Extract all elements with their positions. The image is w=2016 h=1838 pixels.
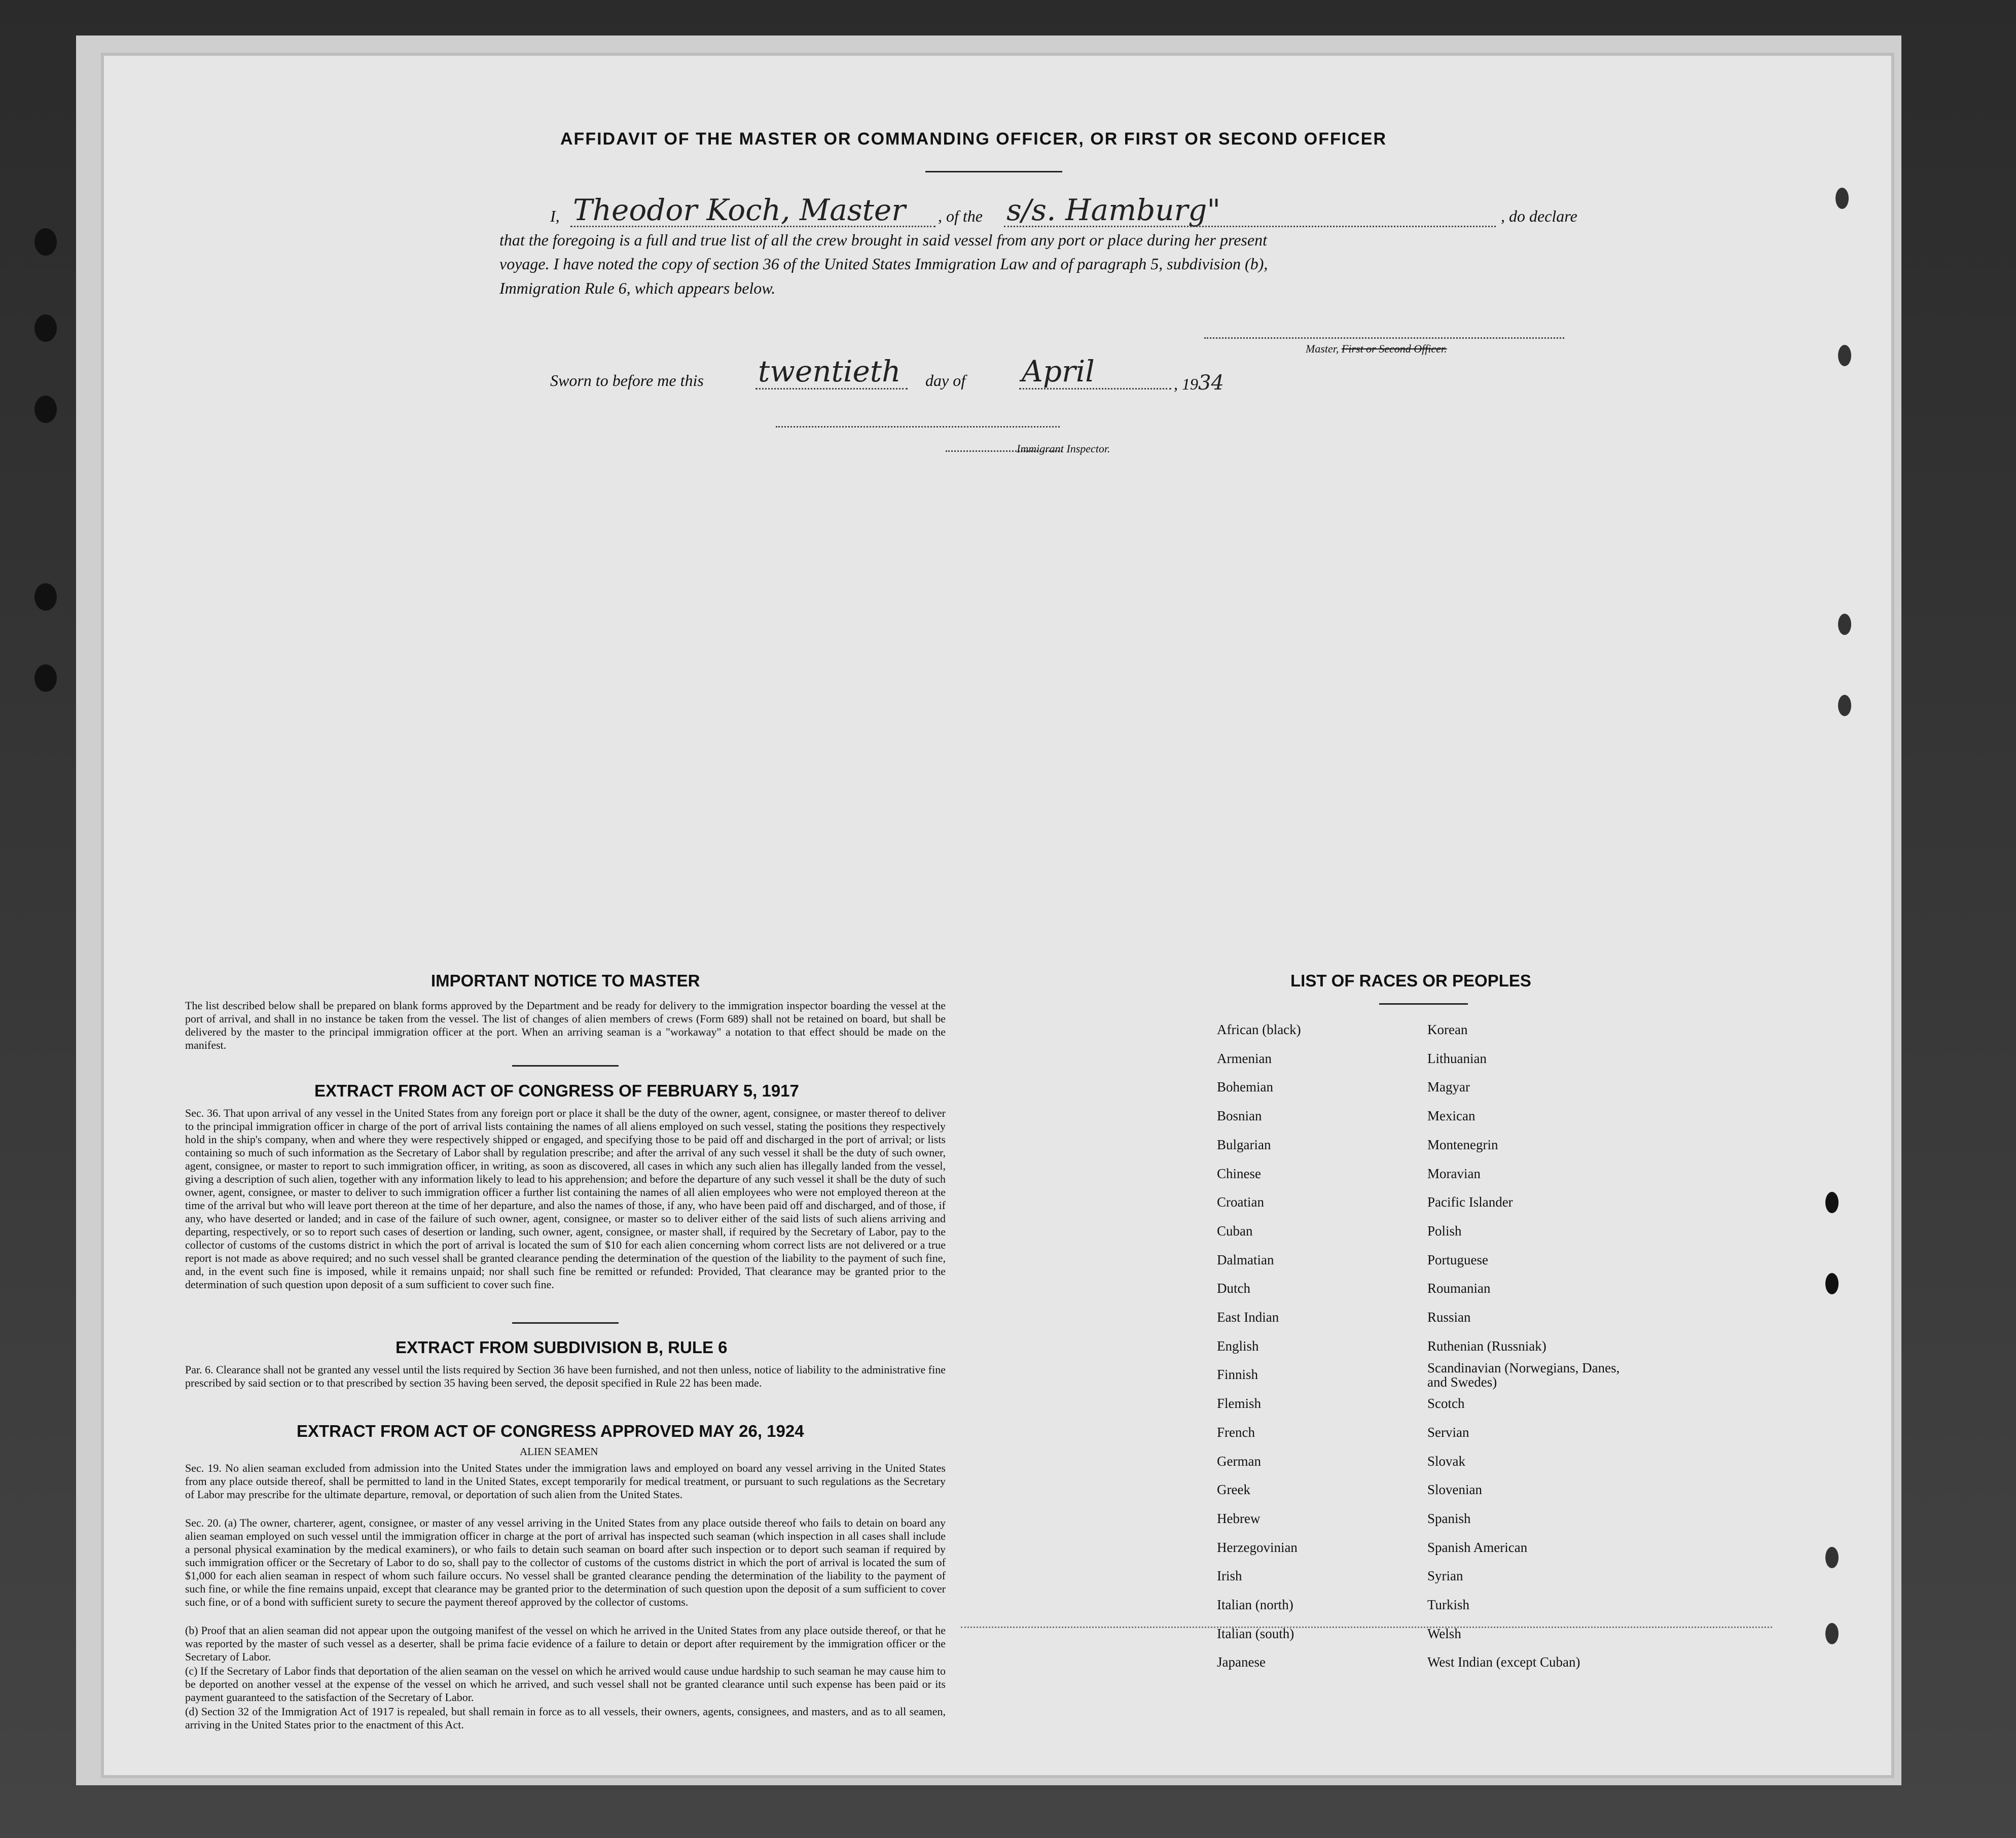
extract-1924-subheading: ALIEN SEAMEN (520, 1445, 598, 1458)
binder-clip (1838, 614, 1851, 635)
races-heading: LIST OF RACES OR PEOPLES (1290, 971, 1531, 990)
rule6-body: Par. 6. Clearance shall not be granted any vessel until the lists required by Section 36 have been furnished, and not then unless, notice of liability to the administrative fine prescribed by said section or to that prescribed by section 35 having been served, the deposit specified in Rule 22 has been made. (185, 1363, 946, 1389)
day-of-label: day of (925, 371, 966, 390)
vessel-name: s/s. Hamburg" (1006, 193, 1221, 227)
race-item: Cuban (1217, 1223, 1253, 1239)
binder-clip (1835, 188, 1849, 209)
race-item: Scotch (1427, 1396, 1465, 1411)
binder-clip (1838, 695, 1851, 716)
race-item: Herzegovinian (1217, 1539, 1298, 1555)
extract-1917-heading: EXTRACT FROM ACT OF CONGRESS OF FEBRUARY 5, 1917 (314, 1081, 799, 1100)
race-item: Bulgarian (1217, 1137, 1271, 1152)
race-item: Hebrew (1217, 1510, 1261, 1526)
race-item: Slovenian (1427, 1482, 1482, 1498)
race-item: German (1217, 1453, 1261, 1469)
race-item: Pacific Islander (1427, 1194, 1513, 1210)
master-signature-line (1204, 337, 1564, 339)
binder-hole (34, 228, 57, 256)
race-item: Spanish American (1427, 1539, 1528, 1555)
binder-hole (34, 583, 57, 611)
sec20c-body: (c) If the Secretary of Labor finds that deportation of the alien seaman on the vessel on which he arrived would cause undue hardship to such seaman he may cause him to be deported on another vessel at the expense of the vessel on which he arrived, and such vessel shall not be granted clearance until such expense has been paid or its payment guaranteed to the satisfaction of the Secretary of Labor. (185, 1665, 946, 1704)
sworn-label: Sworn to before me this (550, 371, 704, 390)
binder-hole (34, 664, 57, 692)
race-item: Servian (1427, 1424, 1469, 1440)
race-item: Armenian (1217, 1050, 1272, 1066)
year-label: , 1934 (1174, 371, 1224, 395)
race-item: Russian (1427, 1310, 1471, 1325)
of-the-label: , of the (938, 207, 983, 225)
race-item: Mexican (1427, 1108, 1475, 1124)
heading-rule (925, 171, 1062, 172)
race-item: Flemish (1217, 1396, 1262, 1411)
master-signature-caption: Master, First or Second Officer. (1306, 342, 1447, 355)
sec20d-body: (d) Section 32 of the Immigration Act of 1917 is repealed, but shall remain in force as to all vessels, their owners, agents, consignees, and masters, and as to all seamen, arriving in the United States prior to the enactment of this Act. (185, 1705, 946, 1731)
race-item: Lithuanian (1427, 1050, 1487, 1066)
race-item: Japanese (1217, 1654, 1266, 1670)
race-item: Roumanian (1427, 1281, 1491, 1296)
race-item: Italian (north) (1217, 1597, 1293, 1612)
binder-clip (1838, 345, 1851, 366)
race-item: Chinese (1217, 1165, 1261, 1181)
race-item: Bosnian (1217, 1108, 1262, 1124)
binder-clip (1825, 1192, 1839, 1213)
inspector-caption: Immigrant Inspector. (1017, 442, 1110, 455)
race-item: Slovak (1427, 1453, 1466, 1469)
binder-hole (34, 314, 57, 342)
race-item: Portuguese (1427, 1252, 1488, 1267)
race-item: English (1217, 1338, 1259, 1354)
race-item: Polish (1427, 1223, 1462, 1239)
race-item: Croatian (1217, 1194, 1264, 1210)
race-item: Bohemian (1217, 1079, 1273, 1095)
do-declare-label: , do declare (1501, 207, 1577, 225)
race-item: Greek (1217, 1482, 1250, 1498)
race-item: African (black) (1217, 1022, 1301, 1037)
vessel-line (1004, 226, 1496, 227)
master-name: Theodor Koch, Master (573, 193, 906, 227)
notice-body: The list described below shall be prepared on blank forms approved by the Department and be ready for delivery to the immigration inspector boarding the vessel at the port of arrival, and shall in no instance be taken from the vessel. The list of changes of alien members of crews (Form 689) shall not be retained on board, but shall be delivered by the master to the principal immigration officer at the port. When an arriving seaman is a "workaway" a notation to that effect should be made on the manifest. (185, 999, 946, 1051)
sworn-month-line (1019, 388, 1171, 390)
sworn-day-line (755, 388, 908, 390)
section-rule (512, 1322, 619, 1324)
affidavit-line-2: that the foregoing is a full and true list of all the crew brought in said vessel from any port or place during her present (499, 231, 1267, 249)
binder-clip (1825, 1273, 1839, 1294)
sec20b-body: (b) Proof that an alien seaman did not appear upon the outgoing manifest of the vessel on which he arrived in the United States from any place outside thereof, or that he was reported by the master of such vessel as a deserter, shall be prima facie evidence of a failure to detain or deport after requirement by the immigration officer or the Secretary of Labor. (185, 1624, 946, 1663)
race-item: Italian (south) (1217, 1625, 1294, 1641)
race-item: Montenegrin (1427, 1137, 1498, 1152)
race-item: Syrian (1427, 1568, 1463, 1584)
race-item: Scandinavian (Norwegians, Danes, and Swedes) (1427, 1360, 1620, 1390)
master-name-line (570, 226, 935, 227)
race-item: West Indian (except Cuban) (1427, 1654, 1580, 1670)
rule6-heading: EXTRACT FROM SUBDIVISION B, RULE 6 (395, 1338, 728, 1357)
binder-clip (1825, 1547, 1839, 1568)
race-item: Dutch (1217, 1281, 1250, 1296)
affidavit-line-4: Immigration Rule 6, which appears below. (499, 279, 776, 297)
race-item: Finnish (1217, 1367, 1258, 1383)
sec19-body: Sec. 19. No alien seaman excluded from admission into the United States under the immigration laws and employed on board any vessel arriving in the United States from any place outside thereof, shall be permitted to land in the United States, except temporarily for medical treatment, or pursuant to such regulations as the Secretary of Labor may prescribe for the ultimate departure, removal, or deportation of such alien from the United States. (185, 1462, 946, 1501)
notice-heading: IMPORTANT NOTICE TO MASTER (431, 971, 700, 990)
extract-1917-body: Sec. 36. That upon arrival of any vessel in the United States from any foreign port or place it shall be the duty of the owner, agent, consignee, or master thereof to deliver to the principal immigration officer in charge of the port of arrival lists containing the names of all aliens employed on such vessel, stating the positions they respectively hold in the ship's company, when and where they were respectively shipped or engaged, and specifying those to be paid off and discharged in the port of arrival; or lists containing so much of such information as the Secretary of Labor shall by regulation prescribe; and after the arrival of any such vessel it shall be the duty of such owner, agent, consignee, or master to report to such immigration officer, in writing, as soon as discovered, all cases in which any such alien has illegally landed from the vessel, giving a description of such alien, together with any information likely to lead to his apprehension; and before the departure of any such vessel it shall be the duty of such owner, agent, consignee, or master to deliver to such immigration officer a further list containing the names of all alien employees who were not employed thereon at the time of the arrival but who will leave port thereon at the time of her departure, and also the names of those, if any, who have been paid off and discharged, and of those, if any, who have deserted or landed; and in case of the failure of such owner, agent, consignee, or master so to deliver either of the said lists of such aliens arriving and departing, respectively, or so to report such cases of desertion or landing, such owner, agent, consignee, or master shall, if required by the Secretary of Labor, pay to the collector of customs of the customs district in which the port of arrival is located the sum of $10 for each alien concerning whom correct lists are not delivered or a true report is not made as above required; and no such vessel shall be granted clearance pending the determination of the question of the liability to the payment of such fine, and, in the event such fine is imposed, while it remains unpaid; nor shall such fine be remitted or refunded: Provided, That clearance may be granted prior to the determination of such question upon deposit of a sum sufficient to cover such fine. (185, 1107, 946, 1291)
inspector-signature-line (776, 426, 1060, 428)
sec20a-body: Sec. 20. (a) The owner, charterer, agent, consignee, or master of any vessel arriving in the United States from any place outside thereof who fails to detain on board any alien seaman employed on such vessel until the immigration officer in charge at the port of arrival has inspected such seaman (which inspection in all cases shall include a personal physical examination by the medical examiners), or who fails to detain such seaman on board after such inspection or to deport such seaman if required by such immigration officer or the Secretary of Labor to do so, shall pay to the collector of customs of the customs district in which the port of arrival is located the sum of $1,000 for each alien seaman in respect of whom such failure occurs. No vessel shall be granted clearance pending the determination of the liability to the payment of such fine, or while the fine remains unpaid, except that clearance may be granted prior to the determination of such question upon the deposit of a sum sufficient to cover such fine, or of a bond with sufficient surety to secure the payment thereof approved by the collector of customs. (185, 1516, 946, 1608)
race-item: Welsh (1427, 1625, 1461, 1641)
race-item: Spanish (1427, 1510, 1471, 1526)
race-item: Magyar (1427, 1079, 1470, 1095)
binder-clip (1825, 1623, 1839, 1644)
sworn-day: twentieth (758, 354, 901, 388)
race-item: French (1217, 1424, 1255, 1440)
binder-hole (34, 396, 57, 423)
affidavit-heading: AFFIDAVIT OF THE MASTER OR COMMANDING OFFICER, OR FIRST OR SECOND OFFICER (560, 129, 1387, 149)
race-item: Ruthenian (Russniak) (1427, 1338, 1546, 1354)
race-item: Moravian (1427, 1165, 1481, 1181)
faint-dotted-line (961, 1627, 1772, 1628)
race-item: Irish (1217, 1568, 1242, 1584)
affidavit-line-3: voyage. I have noted the copy of section 36 of the United States Immigration Law and of paragraph 5, subdivision (b), (499, 255, 1268, 273)
affidavit-i: I, (550, 207, 560, 225)
race-item: Dalmatian (1217, 1252, 1274, 1267)
document-page (104, 56, 1891, 1775)
extract-1924-heading: EXTRACT FROM ACT OF CONGRESS APPROVED MAY 26, 1924 (297, 1422, 804, 1440)
race-item: Turkish (1427, 1597, 1470, 1612)
race-item: East Indian (1217, 1310, 1279, 1325)
section-rule (512, 1065, 619, 1067)
races-heading-rule (1379, 1003, 1468, 1005)
race-item: Korean (1427, 1022, 1468, 1037)
sworn-month: April (1022, 354, 1095, 388)
